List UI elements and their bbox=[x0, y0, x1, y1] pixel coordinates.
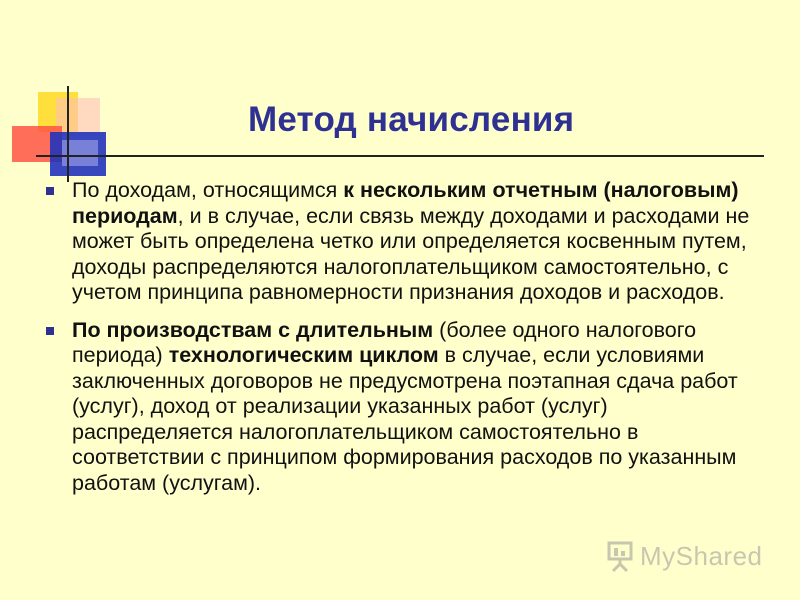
bullet-square-icon bbox=[46, 327, 54, 335]
bullet-square-icon bbox=[46, 187, 54, 195]
title-underline bbox=[36, 155, 764, 157]
slide-title: Метод начисления bbox=[248, 100, 575, 139]
bullet-text-1-part-2: к нескольким отчетным (налоговым) периодам bbox=[72, 178, 739, 228]
bullet-list bbox=[44, 178, 764, 496]
decor-vertical-line bbox=[67, 86, 69, 182]
bullet-text-2-part-2: (более одного налогового периода) bbox=[72, 317, 697, 367]
watermark-text: MyShared bbox=[640, 540, 763, 571]
decor-pink-square bbox=[56, 98, 100, 136]
presentation-board-icon bbox=[606, 540, 634, 572]
bullet-text-1-part-1: По доходам, относящимся bbox=[72, 178, 344, 202]
bullet-text-1-part-3: , и в случае, если связь между доходами и расходами не может быть определена четко или определяется косвенным путем, доходы распределяются налогоплательщиком самостоятельно, с учетом принципа равномерности признания доходов и расходов. bbox=[72, 203, 750, 304]
bullet-item-2 bbox=[44, 318, 764, 497]
bullet-item-1 bbox=[44, 178, 764, 306]
myshared-watermark bbox=[606, 538, 766, 574]
bullet-text-2-part-4: в случае, если условиями заключенных договоров не предусмотрена поэтапная сдача работ (услуг), доход от реализации указанных работ (услуг) распределяется налогоплательщиком самостоятельно в соответствии с принципом формирования расходов по указанным работам (услугам). bbox=[72, 343, 738, 495]
bullet-text-2-part-3: технологическим циклом bbox=[168, 343, 439, 367]
bullet-text-2-part-1: По производствам с длительным bbox=[72, 317, 434, 342]
